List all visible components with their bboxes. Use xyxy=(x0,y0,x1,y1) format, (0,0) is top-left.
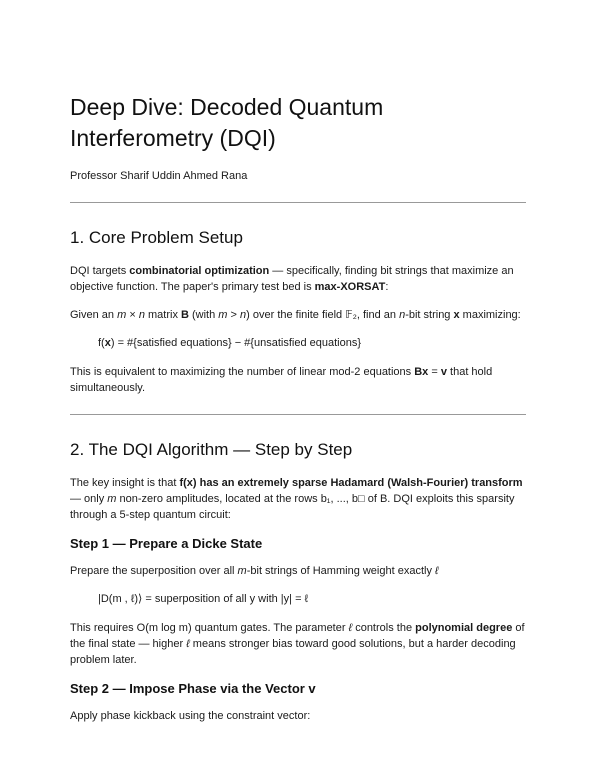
step-heading-impose-phase: Step 2 — Impose Phase via the Vector v xyxy=(70,681,316,696)
bold-term: f(x) has an extremely sparse Hadamard (Walsh-Fourier) transform xyxy=(179,477,523,489)
math-var: ℓ xyxy=(348,622,353,634)
text-run: (with xyxy=(188,309,219,321)
math-var: n xyxy=(138,309,145,321)
text-run: > xyxy=(227,309,241,321)
math-var: m xyxy=(107,493,117,505)
math-var: m xyxy=(117,309,127,321)
math-expression: Bx xyxy=(414,366,429,378)
text-run: -bit string xyxy=(405,309,454,321)
paragraph-problem-intro xyxy=(70,263,528,295)
math-matrix: B xyxy=(181,309,189,321)
text-run: ) over the finite field 𝔽₂, find an xyxy=(246,309,400,321)
text-run: This requires O(m log m) quantum gates. The parameter xyxy=(70,622,349,634)
document-title: Deep Dive: Decoded Quantum Interferometry (DQI) xyxy=(70,94,384,151)
math-vector: x xyxy=(453,309,460,321)
text-run: -bit strings of Hamming weight exactly xyxy=(246,565,436,577)
paragraph-dicke-intro xyxy=(70,563,528,579)
text-run: Given an xyxy=(70,309,118,321)
text-run: The key insight is that xyxy=(70,477,180,489)
text-run: maximizing: xyxy=(459,309,521,321)
math-var: m xyxy=(237,565,247,577)
equation-dicke-state: |D(m , ℓ)⟩ = superposition of all y with |y| = ℓ xyxy=(98,593,309,605)
paragraph-phase-kickback: Apply phase kickback using the constraint vector: xyxy=(70,710,311,722)
author-name: Professor Sharif Uddin Ahmed Rana xyxy=(70,170,248,182)
text-run: means stronger bias toward good solutions, but a harder decoding problem later. xyxy=(70,638,516,666)
paragraph-key-insight xyxy=(70,475,528,523)
text-run: f( xyxy=(98,337,105,349)
math-var: n xyxy=(240,309,247,321)
math-var: m xyxy=(218,309,228,321)
paragraph-problem-definition xyxy=(70,307,528,323)
document-content xyxy=(70,92,528,736)
divider xyxy=(70,414,526,415)
divider xyxy=(70,202,526,203)
text-run: DQI targets xyxy=(70,265,130,277)
section-heading-core-problem: 1. Core Problem Setup xyxy=(70,228,243,247)
bold-term: max-XORSAT xyxy=(314,281,386,293)
text-run: matrix xyxy=(144,309,181,321)
math-vector: v xyxy=(440,366,447,378)
text-run: controls the xyxy=(352,622,416,634)
text-run: This is equivalent to maximizing the number of linear mod-2 equations xyxy=(70,366,415,378)
section-heading-algorithm: 2. The DQI Algorithm — Step by Step xyxy=(70,440,353,459)
math-var: ℓ xyxy=(435,565,439,577)
text-run: Prepare the superposition over all xyxy=(70,565,238,577)
paragraph-dicke-cost xyxy=(70,620,528,668)
text-run: = xyxy=(428,366,441,378)
text-run: that hold simultaneously. xyxy=(70,366,493,394)
math-var: n xyxy=(399,309,406,321)
bold-term: polynomial degree xyxy=(415,622,513,634)
text-run: — specifically, finding bit strings that maximize an objective function. The paper's primary test bed is xyxy=(70,265,514,293)
step-heading-dicke-state: Step 1 — Prepare a Dicke State xyxy=(70,536,263,551)
text-run: — only xyxy=(70,493,108,505)
equation-objective xyxy=(98,335,528,351)
math-vector: x xyxy=(104,337,111,349)
text-run: of the final state — higher xyxy=(70,622,525,650)
text-run: : xyxy=(385,281,389,293)
math-var: ℓ xyxy=(186,638,190,650)
text-run: non-zero amplitudes, located at the rows b₁, ..., b□ of B. DQI exploits this sparsity through a 5-step quantum circuit: xyxy=(70,493,515,521)
bold-term: combinatorial optimization xyxy=(129,265,270,277)
paragraph-equivalence xyxy=(70,364,528,396)
text-run: × xyxy=(126,309,139,321)
text-run: ) = #{satisfied equations} − #{unsatisfied equations} xyxy=(110,337,361,349)
